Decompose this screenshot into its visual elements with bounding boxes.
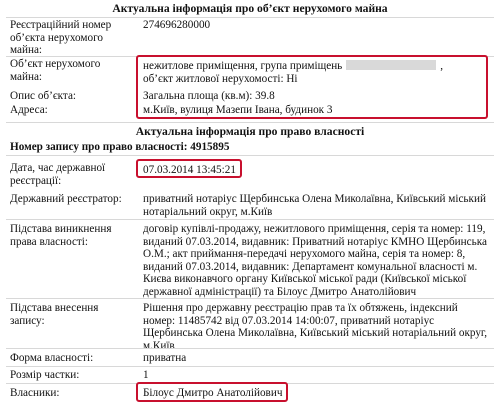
divider (6, 155, 494, 156)
registration-date-value: 07.03.2014 13:45:21 (143, 164, 236, 176)
ownership-form-value: приватна (143, 352, 187, 364)
share-size-value: 1 (143, 369, 149, 381)
registrar-value: приватний нотаріус Щербинська Олена Миколаївна, Київський міський нотаріальний округ, м.Київ (143, 193, 486, 218)
registration-number-value: 274696280000 (143, 19, 211, 31)
owners-label: Власники: (10, 387, 60, 399)
record-number: Номер запису про право власності: 4915895 (10, 141, 230, 153)
registration-date-label: Дата, час державної реєстрації: (10, 162, 106, 187)
description-value: Загальна площа (кв.м): 39.8 (143, 90, 275, 102)
divider (6, 17, 494, 18)
divider (6, 219, 494, 220)
registrar-label: Державний реєстратор: (10, 193, 122, 205)
entry-basis-value: Рішення про державну реєстрацію прав та їх обтяжень, індексний номер: 11485742 від 07.03.2014 14:00:07, приватний нотаріус Щербинська Олена Миколаївна, Київський міський нотаріальний округ, м.Київ (143, 302, 488, 352)
ownership-basis-label: Підстава виникнення права власності: (10, 223, 112, 248)
object-label: Об’єкт нерухомого майна: (10, 58, 101, 83)
ownership-section-title: Актуальна інформація про право власності (135, 125, 365, 138)
divider (6, 383, 494, 384)
entry-basis-label: Підстава внесення запису: (10, 302, 99, 327)
description-label: Опис об’єкта: (10, 90, 77, 102)
ownership-form-label: Форма власності: (10, 352, 94, 364)
ownership-basis-value: договір купівлі-продажу, нежитлового приміщення, серія та номер: 119, виданий 07.03.2014, видавник: Приватний нотаріус КМНО Щербинська О.М.; акт приймання-передачі нерухомого майна, серія та номер: 8, виданий 07.03.2014, видавник: Департамент комунальної власності м. Києва виконавчого органу Київської міської ради (Київської міської державної адміністрації) та Білоус Дмитро Анатолійович (143, 223, 487, 298)
owners-value: Білоус Дмитро Анатолійович (143, 387, 283, 399)
redacted-block (346, 60, 436, 70)
divider (6, 366, 494, 367)
share-size-label: Розмір частки: (10, 369, 80, 381)
divider (6, 122, 494, 123)
object-value (143, 60, 473, 85)
address-label: Адреса: (10, 104, 48, 116)
object-value-part1: нежитлове приміщення, група приміщень (143, 60, 343, 72)
divider (6, 298, 494, 299)
property-section-title: Актуальна інформація про об’єкт нерухомого майна (112, 2, 388, 15)
divider (6, 56, 494, 57)
address-value: м.Київ, вулиця Мазепи Івана, будинок 3 (143, 104, 333, 116)
divider (6, 348, 494, 349)
object-value-part2: , об’єкт житлової нерухомості: Ні (143, 60, 444, 85)
registration-number-label: Реєстраційний номер об’єкта нерухомого майна: (10, 19, 112, 57)
